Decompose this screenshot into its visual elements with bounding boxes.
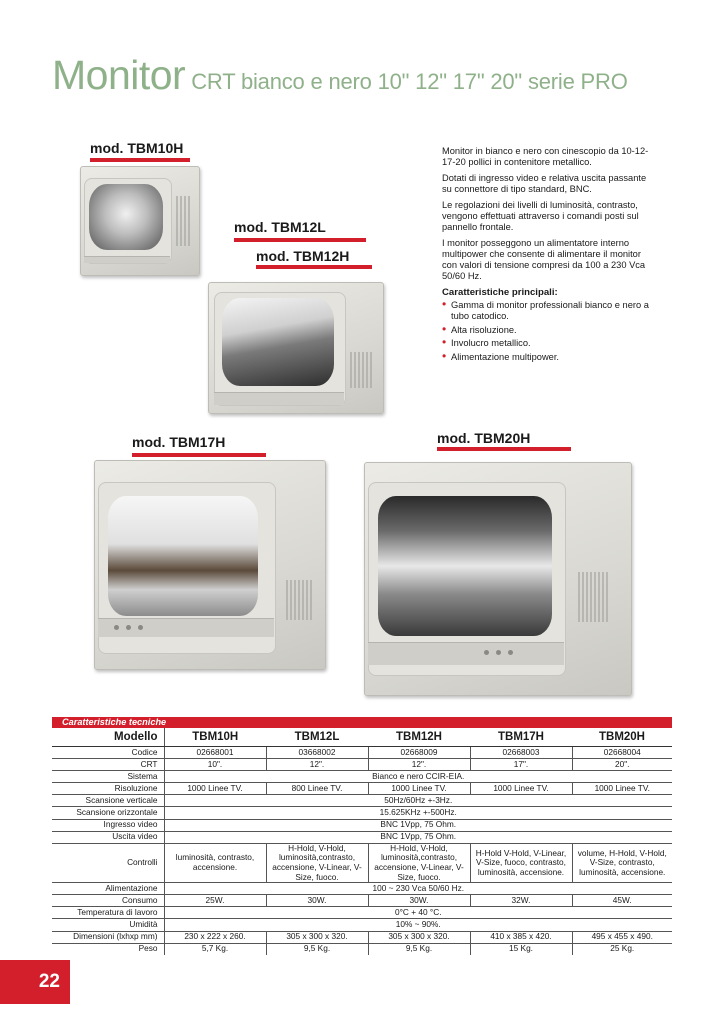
table-row [52,819,672,831]
row-label: Controlli [52,843,164,882]
table-cell: 25 Kg. [610,943,635,954]
row-label: CRT [52,759,164,771]
column-header: Modello [52,728,164,747]
red-bar [256,265,372,269]
table-cell: 1000 Linee TV. [164,783,266,795]
red-bar [437,447,571,451]
model-label-tbm20h: mod. TBM20H [437,430,531,446]
table-cell: 1000 Linee TV. [368,783,470,795]
table-header-bar: Caratteristiche tecniche [52,717,672,728]
table-cell: 15 Kg. [470,943,572,955]
table-cell: 45W. [572,895,672,907]
table-cell: volume, H-Hold, V-Hold, V-Size, contrasto, luminosità, accensione. [572,843,672,882]
table-header-row [52,728,672,747]
row-label: Consumo [52,895,164,907]
feature-item: • Alimentazione multipower. [442,352,657,363]
row-label: Uscita video [52,831,164,843]
row-label: Ingresso video [52,819,164,831]
table-cell: 5,7 Kg. [164,943,266,955]
table-cell: 800 Linee TV. [266,783,368,795]
table-row [52,907,672,919]
features-title: Caratteristiche principali: [442,287,558,298]
feature-item: • Alta risoluzione. [442,325,657,336]
column-header: TBM12H [368,728,470,747]
title-main: Monitor [52,52,186,98]
feature-item: • Involucro metallico. [442,338,657,349]
table-cell: H-Hold, V-Hold, luminosità,contrasto, accensione, V-Linear, V-Size, fuoco. [368,843,470,882]
description [442,146,654,287]
table-cell: 1000 Linee TV. [470,783,572,795]
table-cell: 20". [572,759,672,771]
row-label: Codice [52,747,164,759]
table-row [52,807,672,819]
description-paragraph: Monitor in bianco e nero con cinescopio da 10-12-17-20 pollici in contenitore metallico. [442,146,649,167]
row-label: Dimensioni (lxhxp mm) [52,931,164,943]
table-cell: 25W. [164,895,266,907]
monitor-image-tbm20h [364,462,632,698]
table-cell: 02668001 [164,747,266,759]
table-row [52,831,672,843]
table-cell: 10". [164,759,266,771]
table-row [52,895,672,907]
table-cell: 12". [368,759,470,771]
table-row [52,759,672,771]
monitor-image-tbm10h [80,166,200,276]
row-label: Alimentazione [52,883,164,895]
table-cell: 03668002 [266,747,368,759]
model-label-tbm17h: mod. TBM17H [132,434,226,450]
model-label-tbm12h: mod. TBM12H [256,248,350,264]
row-label: Scansione verticale [52,795,164,807]
description-paragraph: Le regolazioni dei livelli di luminosità, contrasto, vengono effettuati attraverso i comandi posti sul pannello frontale. [442,200,639,232]
title-sub: CRT bianco e nero 10" 12" 17" 20" serie PRO [191,69,628,94]
table-cell: 30W. [266,895,368,907]
row-label: Peso [52,943,164,955]
feature-item: • Gamma di monitor professionali bianco e nero a tubo catodico. [442,300,657,322]
table-cell: 1000 Linee TV. [572,783,672,795]
page-title [52,52,628,99]
column-header: TBM12L [266,728,368,747]
table-cell: 32W. [470,895,572,907]
red-bar [234,238,366,242]
model-label-tbm12l: mod. TBM12L [234,219,326,235]
column-header: TBM20H [572,728,672,747]
page-number: 22 [0,960,70,1004]
row-label: Umidità [52,919,164,931]
table-row [52,795,672,807]
table-cell: Bianco e nero CCIR-EIA. [164,771,672,783]
table-cell: 50Hz/60Hz +-3Hz. [164,795,672,807]
table-cell: 100 ~ 230 Vca 50/60 Hz. [164,883,672,895]
description-paragraph: I monitor posseggono un alimentatore interno multipower che consente di alimentare il monitor con valori di tensione compresi da 100 a 230 Vca 50/60 Hz. [442,238,646,281]
table-cell: H-Hold, V-Hold, luminosità,contrasto, accensione, V-Linear, V-Size, fuoco. [266,843,368,882]
table-row [52,931,672,943]
table-cell: luminosità, contrasto, accensione. [164,843,266,882]
red-bar [90,158,190,162]
table-cell: H-Hold V-Hold, V-Linear, V-Size, fuoco, contrasto, luminosità, accensione. [470,843,572,882]
table-cell: BNC 1Vpp, 75 Ohm. [164,819,672,831]
table-cell: BNC 1Vpp, 75 Ohm. [164,831,672,843]
table-cell: 230 x 222 x 260. [164,931,266,943]
description-paragraph: Dotati di ingresso video e relativa uscita passante su connettore di tipo standard, BNC. [442,173,647,194]
table-row [52,747,672,759]
row-label: Scansione orizzontale [52,807,164,819]
monitor-image-tbm12 [208,282,384,414]
table-cell: 305 x 300 x 320. [368,931,470,943]
table-row [52,783,672,795]
table-cell: 10% ~ 90%. [164,919,672,931]
table-cell: 410 x 385 x 420. [470,931,572,943]
features-list [442,300,657,365]
table-cell: 9,5 Kg. [266,943,368,955]
table-cell: 15.625KHz +-500Hz. [164,807,672,819]
table-cell: 305 x 300 x 320. [266,931,368,943]
spec-table [52,728,672,955]
table-row [52,919,672,931]
table-cell: 30W. [368,895,470,907]
table-row [52,771,672,783]
table-cell: 02668003 [470,747,572,759]
model-label-tbm10h: mod. TBM10H [90,140,184,156]
table-row [52,843,672,882]
row-label: Risoluzione [52,783,164,795]
row-label: Sistema [52,771,164,783]
table-cell: 9,5 Kg. [368,943,470,955]
table-cell: 0°C + 40 °C. [164,907,672,919]
table-cell: 02668009 [368,747,470,759]
table-cell: 17". [470,759,572,771]
column-header: TBM10H [164,728,266,747]
row-label: Temperatura di lavoro [52,907,164,919]
table-cell: 02668004 [572,747,672,759]
monitor-image-tbm17h [94,460,326,670]
table-cell: 495 x 455 x 490. [572,931,672,943]
table-row [52,883,672,895]
column-header: TBM17H [470,728,572,747]
red-bar [132,453,266,457]
table-row [52,943,672,955]
table-cell: 12". [266,759,368,771]
